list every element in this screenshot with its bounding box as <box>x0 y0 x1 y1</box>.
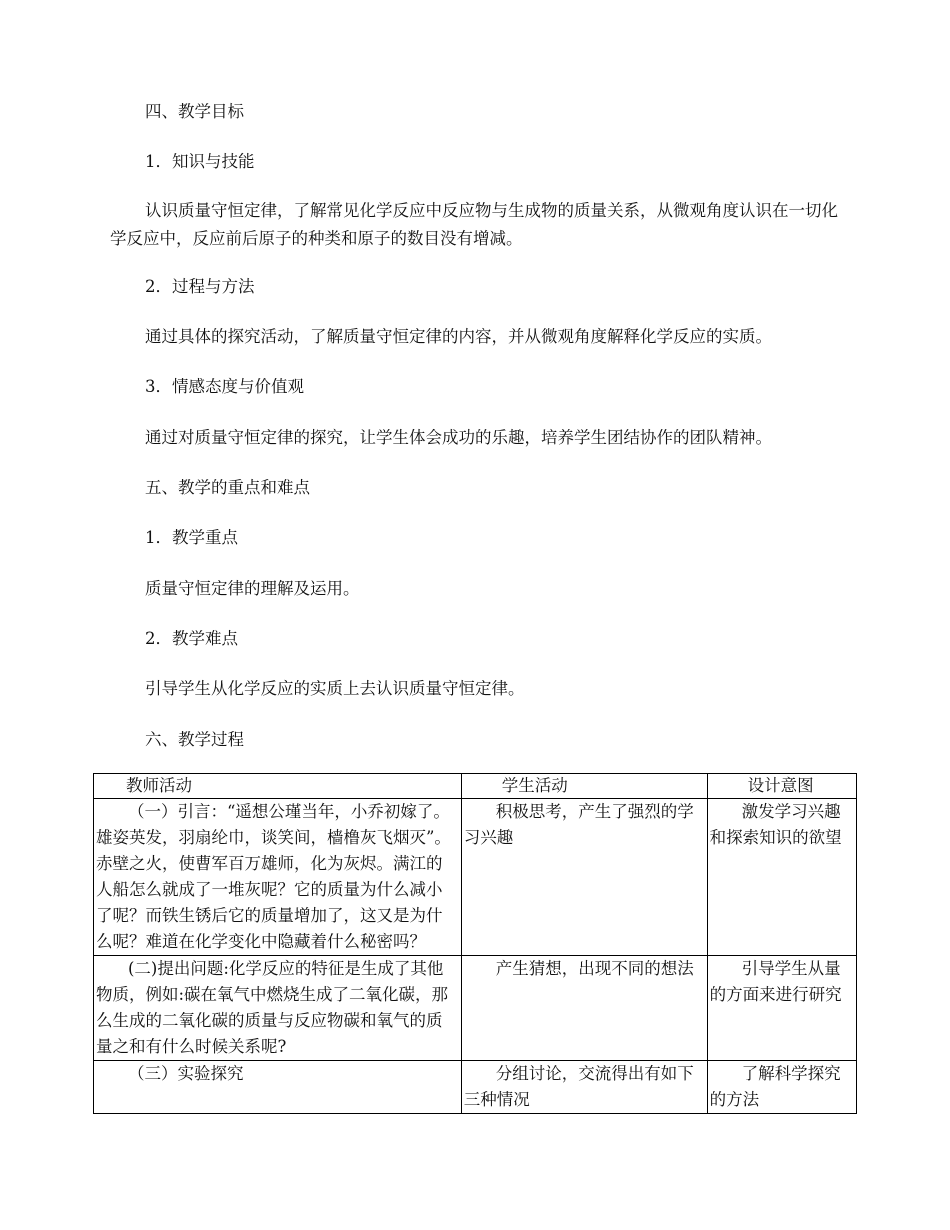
header-teacher-activity: 教师活动 <box>94 774 462 799</box>
student-activity-cell: 产生猜想，出现不同的想法 <box>461 956 707 1061</box>
section-4-3-text: 通过对质量守恒定律的探究，让学生体会成功的乐趣，培养学生团结协作的团队精神。 <box>145 428 772 447</box>
student-activity-cell: 分组讨论，交流得出有如下三种情况 <box>461 1061 707 1114</box>
section-4-1-text: 认识质量守恒定律，了解常见化学反应中反应物与生成物的质量关系，从微观角度认识在一切化学反应中，反应前后原子的种类和原子的数目没有增减。 <box>110 201 838 248</box>
table-row <box>94 799 857 956</box>
section-5-1-text: 质量守恒定律的理解及运用。 <box>145 579 360 598</box>
design-intent-cell: 引导学生从量的方面来进行研究 <box>707 956 856 1061</box>
teacher-activity-cell: （三）实验探究 <box>94 1061 462 1114</box>
header-design-intent: 设计意图 <box>707 774 856 799</box>
table-row <box>94 956 857 1061</box>
section-4-1-heading: 1．知识与技能 <box>145 152 255 171</box>
table-row <box>94 1061 857 1114</box>
section-5-heading: 五、教学的重点和难点 <box>145 478 310 497</box>
design-intent-cell: 激发学习兴趣和探索知识的欲望 <box>707 799 856 956</box>
section-4-3-heading: 3．情感态度与价值观 <box>145 377 304 396</box>
teacher-activity-cell: （一）引言：“遥想公瑾当年，小乔初嫁了。雄姿英发，羽扇纶巾，谈笑间，樯橹灰飞烟灭”。赤壁之火，使曹军百万雄师，化为灰烬。满江的人船怎么就成了一堆灰呢？它的质量为什么减小了呢？而铁生锈后它的质量增加了，这又是为什么呢？难道在化学变化中隐藏着什么秘密吗？ <box>94 799 462 956</box>
design-intent-cell: 了解科学探究的方法 <box>707 1061 856 1114</box>
section-4-2-text: 通过具体的探究活动，了解质量守恒定律的内容，并从微观角度解释化学反应的实质。 <box>145 327 772 346</box>
section-4-2-heading: 2．过程与方法 <box>145 277 255 296</box>
section-5-2-heading: 2．教学难点 <box>145 629 238 648</box>
section-6-heading: 六、教学过程 <box>145 730 244 749</box>
table-header-row <box>94 774 857 799</box>
section-5-2-text: 引导学生从化学反应的实质上去认识质量守恒定律。 <box>145 679 525 698</box>
teaching-process-table <box>93 773 857 1114</box>
header-student-activity: 学生活动 <box>461 774 707 799</box>
student-activity-cell: 积极思考，产生了强烈的学习兴趣 <box>461 799 707 956</box>
teacher-activity-cell: (二)提出问题:化学反应的特征是生成了其他物质，例如:碳在氧气中燃烧生成了二氧化碳，那么生成的二氧化碳的质量与反应物碳和氧气的质量之和有什么时候关系呢? <box>94 956 462 1061</box>
section-4-heading: 四、教学目标 <box>145 102 244 121</box>
section-5-1-heading: 1．教学重点 <box>145 528 238 547</box>
